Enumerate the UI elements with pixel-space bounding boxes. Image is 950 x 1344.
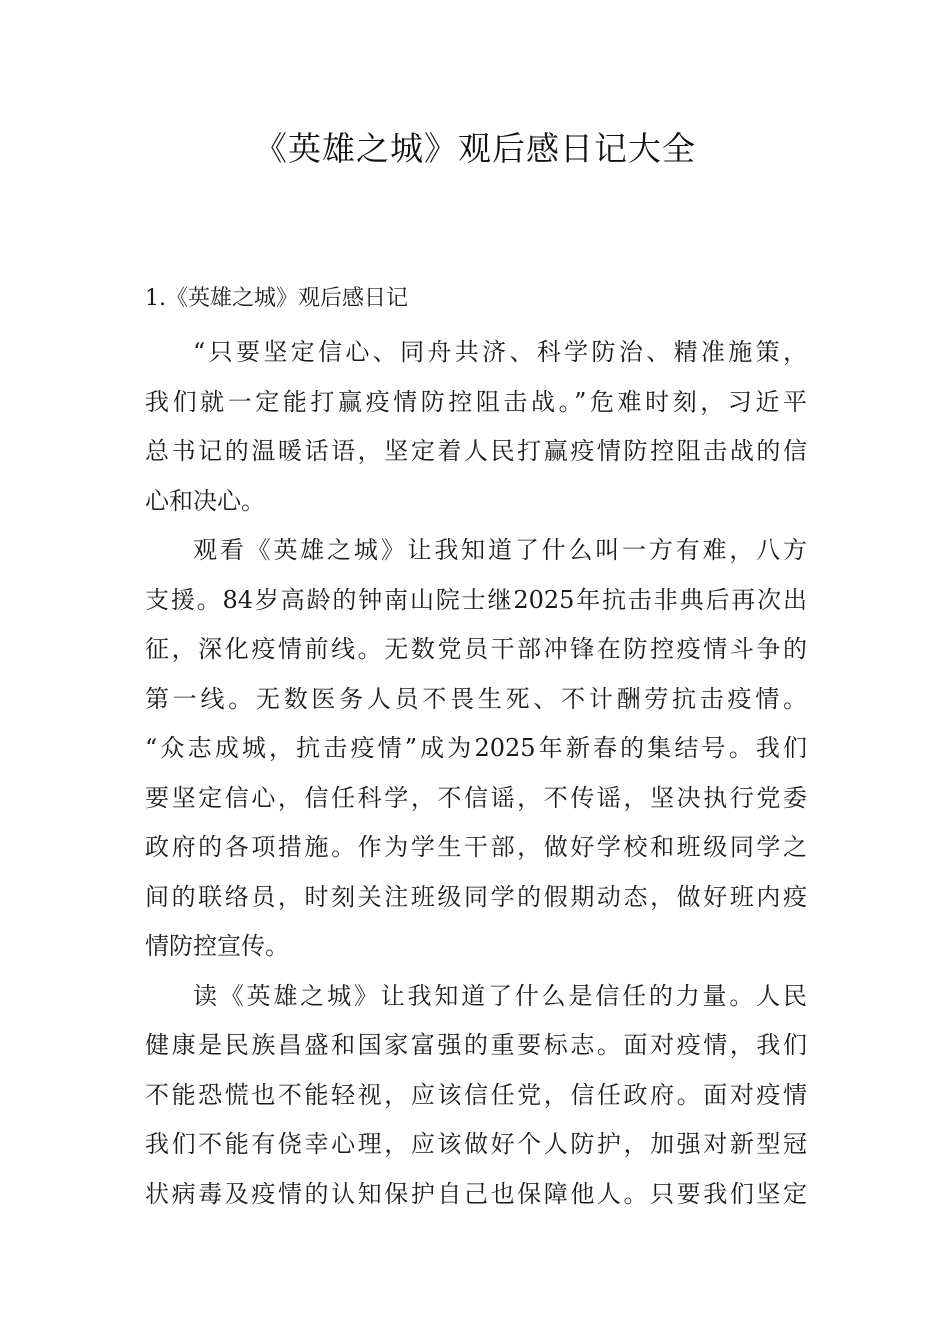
text-line: 观看《英雄之城》让我知道了什么叫一方有难，八方 (193, 536, 807, 564)
document-title: 《英雄之城》观后感日记大全 (254, 129, 696, 168)
text-line: 读《英雄之城》让我知道了什么是信任的力量。人民 (193, 981, 807, 1010)
text-line: 我们就一定能打赢疫情防控阻击战。”危难时刻，习近平 (145, 387, 807, 416)
text-line: 间的联络员，时刻关注班级同学的假期动态，做好班内疫 (145, 882, 807, 911)
text-line: 支援。84岁高龄的钟南山院士继2025年抗击非典后再次出 (145, 585, 807, 614)
text-line: 不能恐慌也不能轻视，应该信任党，信任政府。面对疫情 (145, 1080, 807, 1109)
text-line: “只要坚定信心、同舟共济、科学防治、精准施策， (193, 338, 807, 366)
text-line: 要坚定信心，信任科学，不信谣，不传谣，坚决执行党委 (145, 783, 807, 812)
paragraph (145, 328, 807, 526)
document-body (145, 328, 807, 1219)
section-heading: 1.《英雄之城》观后感日记 (145, 286, 408, 311)
text-line: 状病毒及疫情的认知保护自己也保障他人。只要我们坚定 (145, 1179, 807, 1208)
text-line: 心和决心。 (145, 486, 265, 515)
text-line: “众志成城，抗击疫情”成为2025年新春的集结号。我们 (145, 734, 807, 762)
text-line: 政府的各项措施。作为学生干部，做好学校和班级同学之 (145, 833, 807, 861)
text-line: 健康是民族昌盛和国家富强的重要标志。面对疫情，我们 (145, 1031, 807, 1059)
text-line: 征，深化疫情前线。无数党员干部冲锋在防控疫情斗争的 (145, 635, 807, 663)
paragraph (145, 972, 807, 1220)
text-line: 情防控宣传。 (145, 932, 289, 960)
text-line: 第一线。无数医务人员不畏生死、不计酬劳抗击疫情。 (145, 684, 807, 713)
text-line: 总书记的温暖话语，坚定着人民打赢疫情防控阻击战的信 (145, 437, 807, 465)
text-line: 我们不能有侥幸心理，应该做好个人防护，加强对新型冠 (145, 1130, 807, 1158)
paragraph (145, 526, 807, 972)
